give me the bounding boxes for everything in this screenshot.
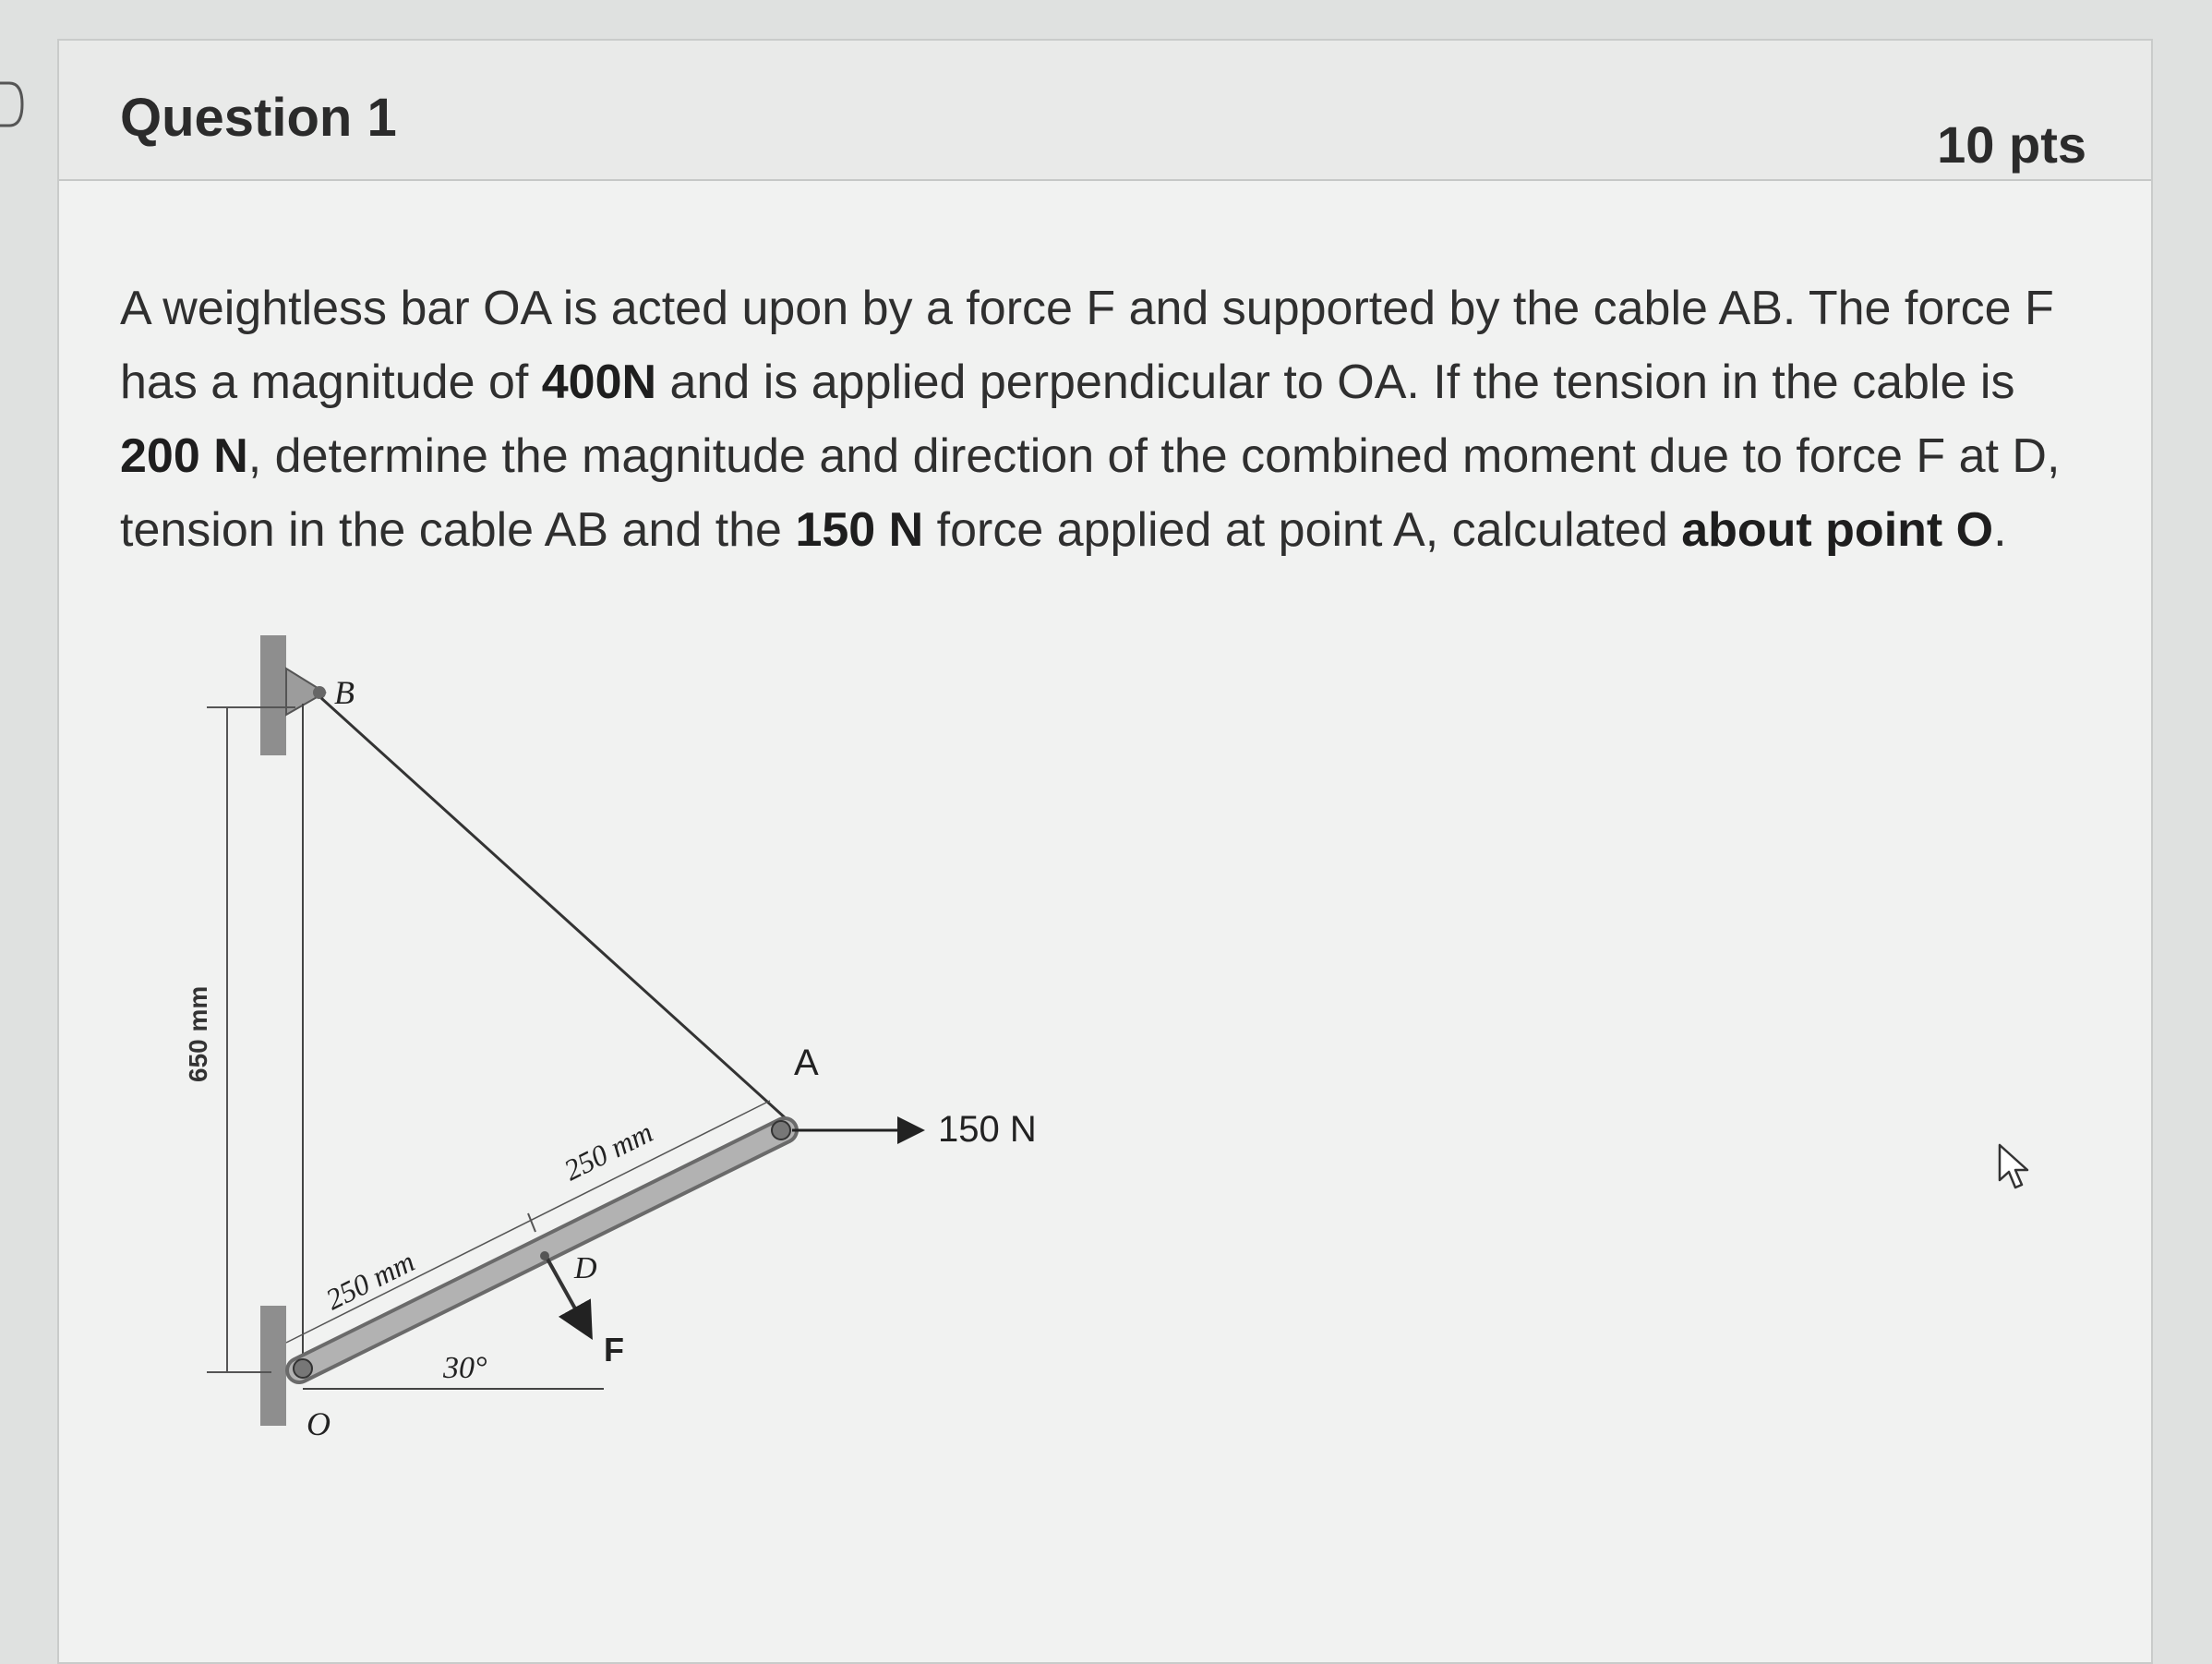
point-d bbox=[540, 1251, 549, 1260]
question-card bbox=[57, 39, 2153, 1664]
upper-wall-support bbox=[260, 635, 286, 755]
statics-diagram bbox=[124, 595, 1102, 1481]
pin-b bbox=[313, 686, 326, 699]
question-text-run: A weightless bar OA is acted upon by a force F and supported by the cable AB. The force F has a magnitude of bbox=[120, 282, 2054, 409]
question-header bbox=[59, 41, 2151, 181]
question-text-bold: 400N bbox=[541, 356, 657, 409]
question-text-run: . bbox=[1993, 503, 2007, 557]
cable-ab bbox=[321, 698, 787, 1119]
question-text-bold: about point O bbox=[1681, 503, 1994, 557]
nav-arrow-icon[interactable] bbox=[0, 81, 30, 127]
label-seg-lower: 250 mm bbox=[320, 1244, 420, 1317]
pin-a bbox=[772, 1121, 790, 1139]
label-a: A bbox=[794, 1043, 819, 1083]
question-title: Question 1 bbox=[120, 88, 397, 148]
question-text bbox=[120, 271, 2105, 567]
question-text-bold: 200 N bbox=[120, 429, 248, 483]
label-d: D bbox=[574, 1251, 597, 1285]
label-b: B bbox=[334, 674, 355, 711]
lower-wall-support bbox=[260, 1306, 286, 1426]
question-text-run: and is applied perpendicular to OA. If the tension in the cable is bbox=[656, 356, 2015, 409]
question-points: 10 pts bbox=[1937, 115, 2086, 174]
label-o: O bbox=[307, 1405, 331, 1442]
question-text-run: force applied at point A, calculated bbox=[923, 503, 1682, 557]
pin-o bbox=[294, 1359, 312, 1378]
label-f: F bbox=[604, 1331, 624, 1369]
label-angle: 30° bbox=[443, 1351, 487, 1385]
bar-dimension-line bbox=[286, 1101, 770, 1343]
question-text-bold: 150 N bbox=[795, 503, 924, 557]
label-seg-upper: 250 mm bbox=[559, 1115, 658, 1188]
question-text-run: , determine the magnitude and direction of the combined moment due to force F at D, tension in the cable AB and the bbox=[120, 429, 2061, 557]
mouse-cursor-icon bbox=[1996, 1143, 2037, 1191]
label-force-150n: 150 N bbox=[938, 1109, 1037, 1150]
height-label: 650 mm bbox=[184, 985, 212, 1082]
